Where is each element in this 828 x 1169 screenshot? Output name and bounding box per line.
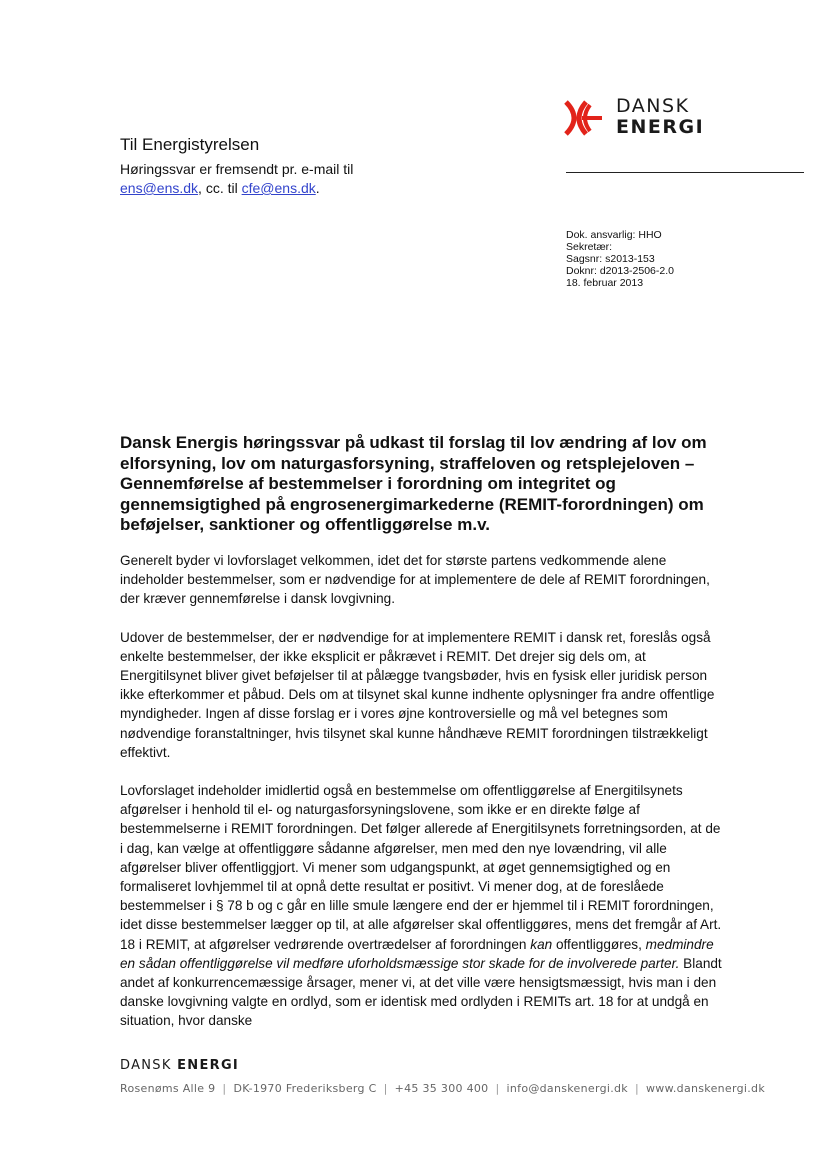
footer-brand-light: DANSK [120, 1058, 178, 1073]
meta-document-number: Doknr: d2013-2506-2.0 [566, 265, 674, 277]
footer-email[interactable]: info@danskenergi.dk [506, 1082, 628, 1095]
footer-brand [120, 1058, 765, 1073]
footer-city: DK-1970 Frederiksberg C [233, 1082, 377, 1095]
document-body [120, 551, 724, 1050]
dansk-energi-logo-mark-icon [564, 100, 606, 136]
document-title: Dansk Energis høringssvar på udkast til forslag til lov ændring af lov om elforsyning, lov om naturgasforsyning, straffeloven og retsplejeloven – Gennemførelse af bestemmelser i forordning om integritet og gennemsigtighed på engrosenergimarkederne (REMIT-forordningen) om beføjelser, sanktioner og offentliggørelse m.v. [120, 433, 707, 534]
meta-case-number: Sagsnr: s2013-153 [566, 253, 655, 265]
meta-date: 18. februar 2013 [566, 277, 644, 289]
footer-website[interactable]: www.danskenergi.dk [646, 1082, 766, 1095]
footer-separator: | [383, 1082, 388, 1095]
recipient-emails [120, 179, 353, 198]
paragraph-3-emphasis-kan: kan [530, 936, 553, 952]
recipient-end: . [315, 180, 320, 196]
recipient-block [120, 134, 353, 198]
logo-text [616, 96, 704, 138]
paragraph-3-emphasis-quote: medmindre en sådan offentliggørelse vil medføre uforholdsmæssige stor skade for de involverede parter. [120, 936, 714, 971]
recipient-note: Høringssvar er fremsendt pr. e-mail til [120, 161, 354, 177]
footer-separator: | [634, 1082, 639, 1095]
paragraph-2: Udover de bestemmelser, der er nødvendige for at implementere REMIT i dansk ret, foreslås også enkelte bestemmelser, der ikke eksplicit er påkrævet i REMIT. Det drejer sig dels om, at Energitilsynet bliver givet beføjelser til at pålægge tvangsbøder, hvis en fysisk eller juridisk person ikke efterkommer et påbud. Dels om at tilsynet skal kunne indhente oplysninger fra andre offentlige myndigheder. Ingen af disse forslag er i vores øjne kontroversielle og må vel betegnes som nødvendige foranstaltninger, hvis tilsynet skal kunne håndhæve REMIT forordningen tilstrækkeligt effektivt. [120, 629, 715, 760]
logo-line-2: ENERGI [616, 116, 705, 138]
footer-address: Rosenøms Alle 9 [120, 1082, 216, 1095]
paragraph-3-part-e: Blandt andet af konkurrencemæssige årsager, mener vi, at det ville være hensigtsmæssigt, hvis man i den danske lovgivning valgte en ordlyd, som er identisk med ordlyden i REMITs art. 18 for at undgå en situation, hvor danske [120, 955, 722, 1029]
paragraph-3-part-c: offentliggøres, [552, 936, 646, 952]
email-link-ens[interactable]: ens@ens.dk [120, 180, 199, 196]
footer-contact [120, 1082, 765, 1095]
logo-line-1: DANSK [616, 95, 690, 117]
page-footer [120, 1058, 765, 1095]
company-logo [564, 96, 714, 146]
email-link-cfe[interactable]: cfe@ens.dk [241, 180, 316, 196]
recipient-title: Til Energistyrelsen [120, 135, 260, 154]
meta-responsible: Dok. ansvarlig: HHO [566, 229, 662, 241]
paragraph-3-part-a: Lovforslaget indeholder imidlertid også en bestemmelse om offentliggørelse af Energitilsynets afgørelser i henhold til el- og naturgasforsyningslovene, som ikke er en direkte følge af bestemmelserne i REMIT forordningen. Det følger allerede af Energitilsynets forretningsorden, at de i dag, kan vælge at offentliggøre sådanne afgørelser, men med den nye lovændring, vil alle afgørelser bliver offentliggjort. Vi mener som udgangspunkt, at øget gennemsigtighed og en formaliseret lovhjemmel til at opnå dette resultat er positivt. Vi mener dog, at de foreslåede bestemmelser i § 78 b og c går en lille smule længere end der er hjemmel til i REMIT forordningen, idet disse bestemmelser lægger op til, at alle afgørelser skal offentliggøres, mens det fremgår af Art. 18 i REMIT, at afgørelser vedrørende overtrædelser af forordningen [120, 783, 722, 952]
document-meta [566, 229, 674, 289]
paragraph-3 [120, 781, 724, 1031]
footer-separator: | [495, 1082, 500, 1095]
paragraph-1: Generelt byder vi lovforslaget velkommen, idet det for største partens vedkommende alene indeholder bestemmelser, som er nødvendige for at implementere de dele af REMIT forordningen, der kræver gennemførelse i dansk lovgivning. [120, 553, 710, 607]
cc-text: , cc. til [198, 180, 242, 196]
footer-separator: | [222, 1082, 227, 1095]
footer-phone: +45 35 300 400 [394, 1082, 489, 1095]
meta-secretary: Sekretær: [566, 241, 613, 253]
header-divider [566, 172, 804, 173]
footer-brand-bold: ENERGI [177, 1058, 240, 1073]
